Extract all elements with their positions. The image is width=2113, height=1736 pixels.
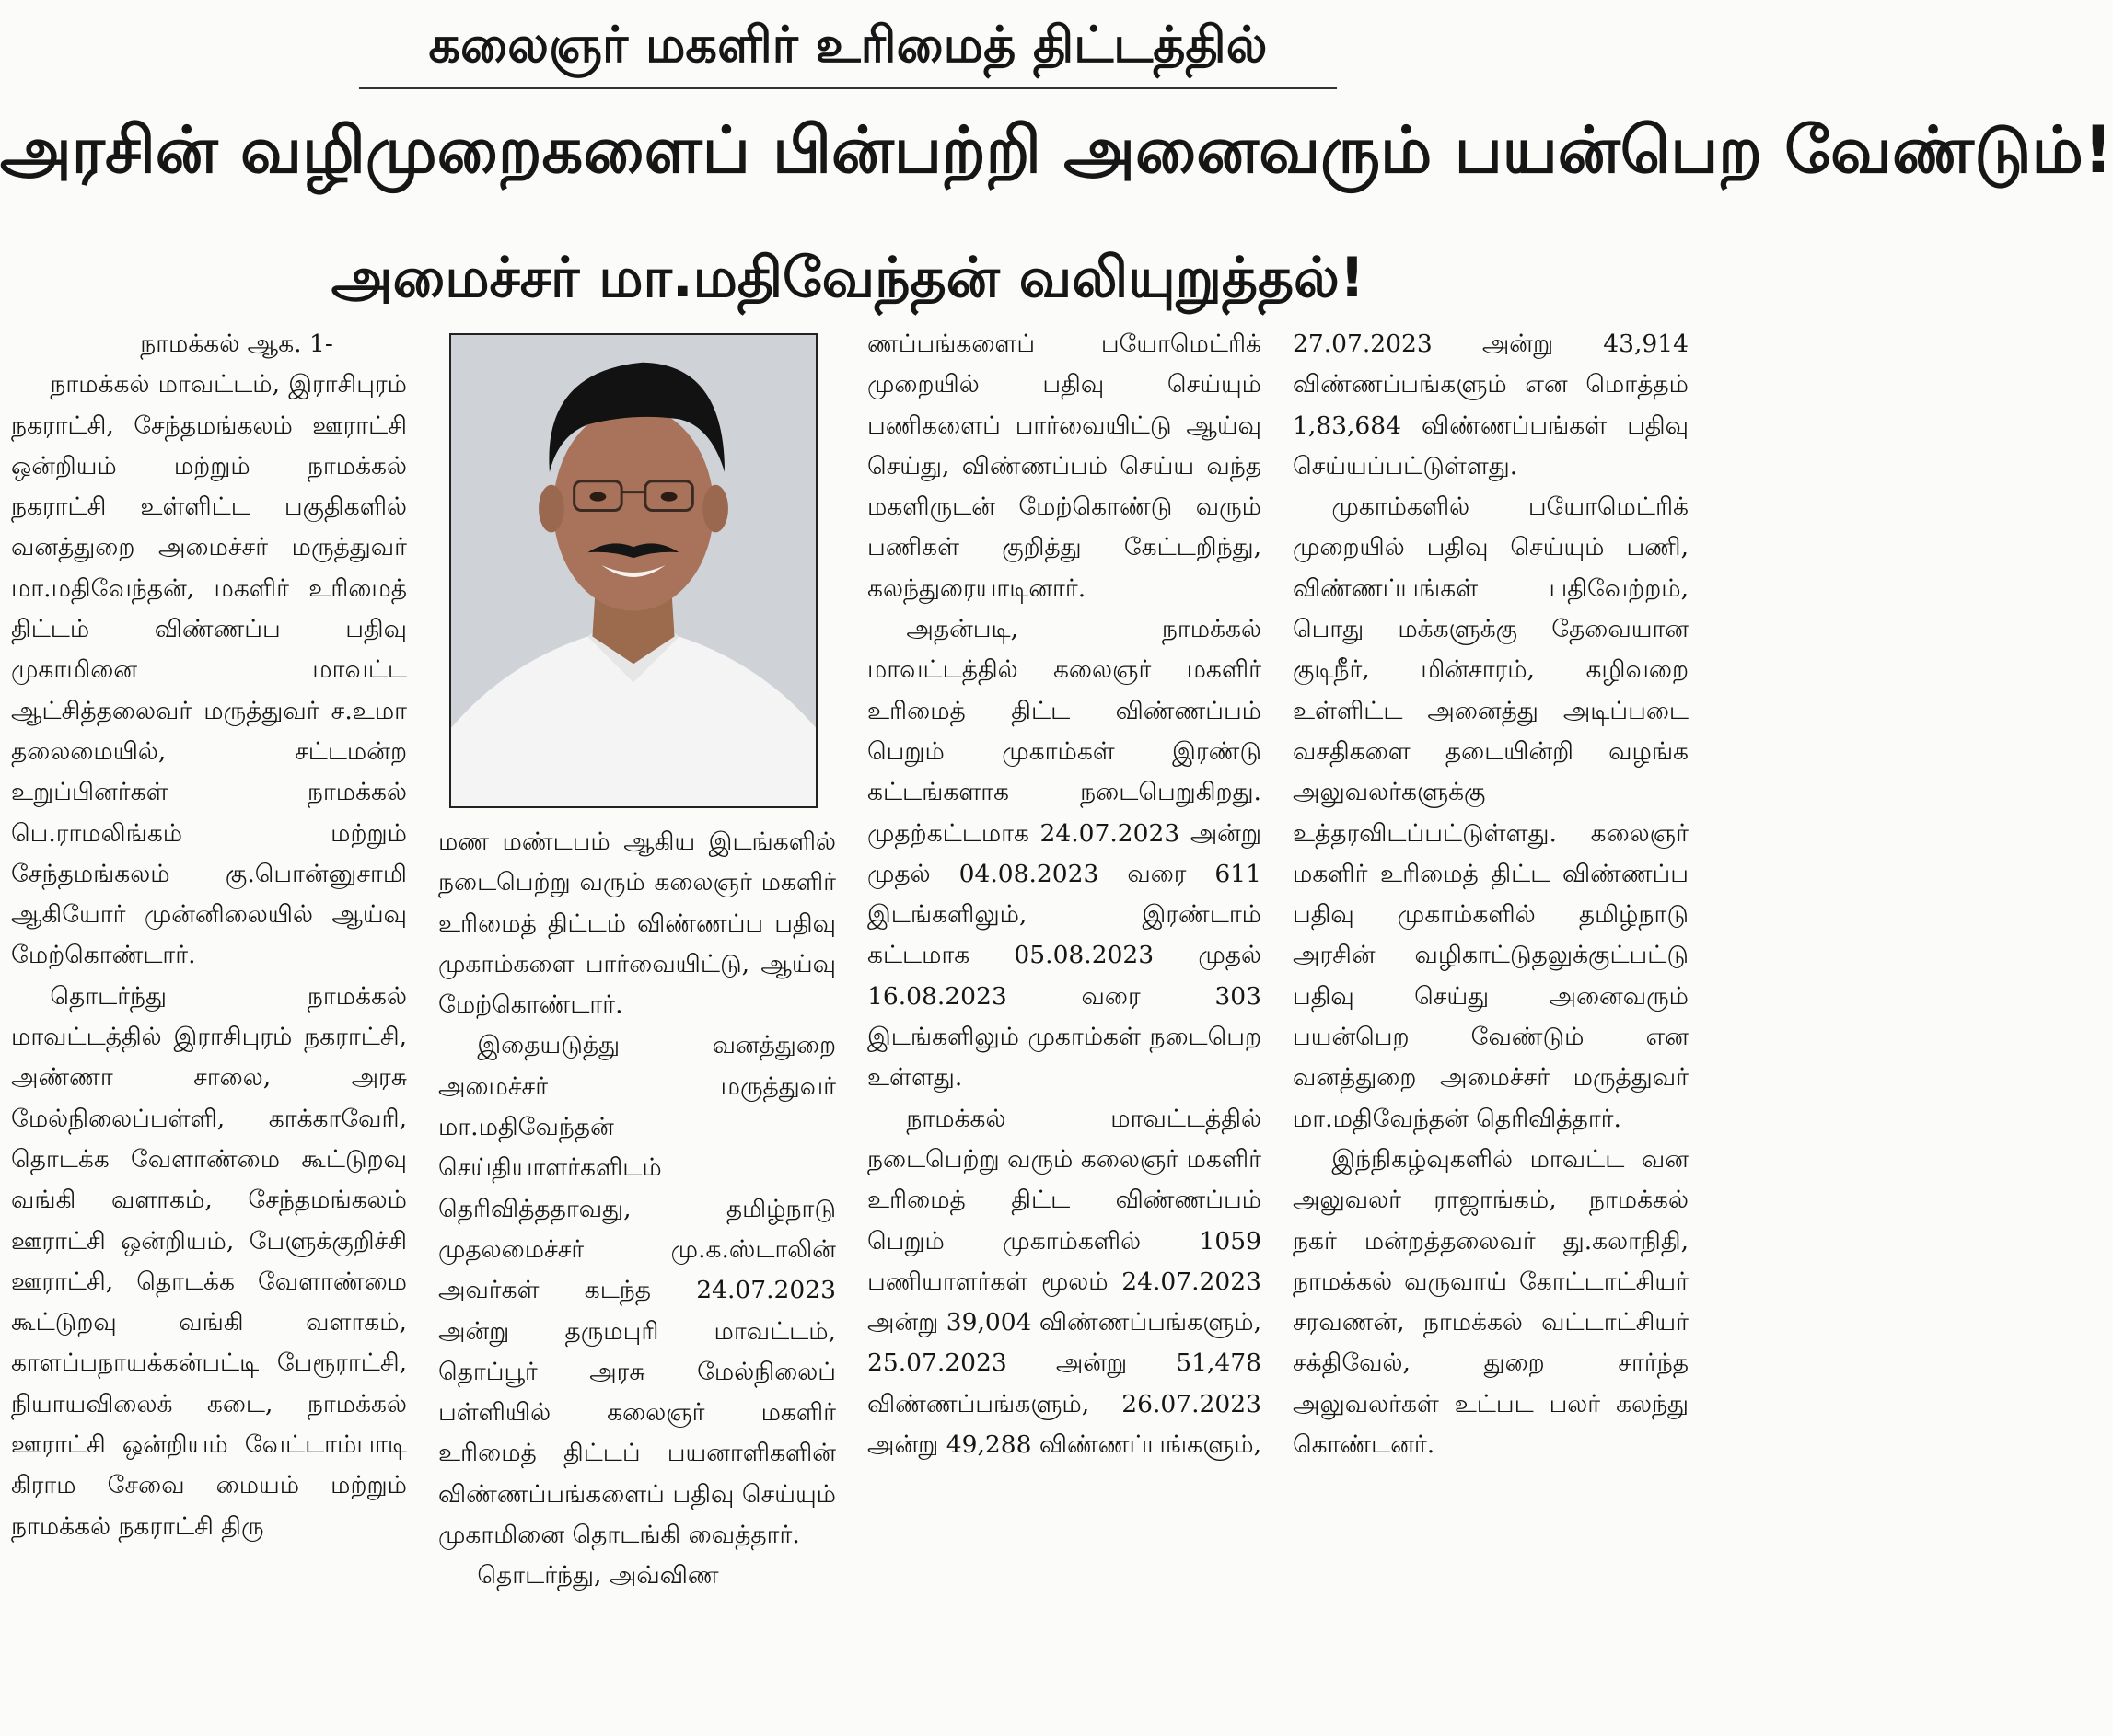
paragraph: தொடர்ந்து நாமக்கல் மாவட்டத்தில் இராசிபுரம் நகராட்சி, அண்ணா சாலை, அரசு மேல்நிலைப்பள்ளி, காக்காவேரி, தொடக்க வேளாண்மை கூட்டுறவு வங்கி வளாகம், சேந்தமங்கலம் ஊராட்சி ஒன்றியம், பேளுக்குறிச்சி ஊராட்சி, தொடக்க வேளாண்மை கூட்டுறவு வங்கி வளாகம், காளப்பநாயக்கன்பட்டி பேரூராட்சி, நியாயவிலைக் கடை, நாமக்கல் ஊராட்சி ஒன்றியம் வேட்டாம்பாடி கிராம சேவை மையம் மற்றும் நாமக்கல் நகராட்சி திரு (11, 981, 407, 1541)
kicker-underline (359, 87, 1337, 89)
paragraph: தொடர்ந்து, அவ்விண (477, 1561, 719, 1591)
portrait-illustration (451, 335, 816, 806)
paragraph: இதையடுத்து வனத்துறை அமைச்சர் மருத்துவர் மா.மதிவேந்தன் செய்தியாளர்களிடம் தெரிவித்ததாவது, தமிழ்நாடு முதலமைச்சர் மு.க.ஸ்டாலின் அவர்கள் கடந்த 24.07.2023 அன்று தருமபுரி மாவட்டம், தொப்பூர் அரசு மேல்நிலைப் பள்ளியில் கலைஞர் மகளிர் உரிமைத் திட்டப் பயனாளிகளின் விண்ணப்பங்களைப் பதிவு செய்யும் முகாமினை தொடங்கி வைத்தார். (438, 1031, 836, 1550)
kicker-title: கலைஞர் மகளிர் உரிமைத் திட்டத்தில் (428, 16, 1268, 74)
paragraph: மண மண்டபம் ஆகிய இடங்களில் நடைபெற்று வரும் கலைஞர் மகளிர் உரிமைத் திட்டம் விண்ணப்ப பதிவு முகாம்களை பார்வையிட்டு, ஆய்வு மேற்கொண்டார். (438, 827, 836, 1020)
paragraph: முகாம்களில் பயோமெட்ரிக் முறையில் பதிவு செய்யும் பணி, விண்ணப்பங்கள் பதிவேற்றம், பொது மக்களுக்கு தேவையான குடிநீர், மின்சாரம், கழிவறை உள்ளிட்ட அனைத்து அடிப்படை வசதிகளை தடையின்றி வழங்க அலுவலர்களுக்கு உத்தரவிடப்பட்டுள்ளது. கலைஞர் மகளிர் உரிமைத் திட்ட விண்ணப்ப பதிவு முகாம்களில் தமிழ்நாடு அரசின் வழிகாட்டுதலுக்குட்பட்டு பதிவு செய்து அனைவரும் பயன்பெற வேண்டும் என வனத்துறை அமைச்சர் மருத்துவர் மா.மதிவேந்தன் தெரிவித்தார். (1293, 492, 1689, 1133)
paragraph: இந்நிகழ்வுகளில் மாவட்ட வன அலுவலர் ராஜாங்கம், நாமக்கல் நகர் மன்றத்தலைவர் து.கலாநிதி, நாமக்கல் வருவாய் கோட்டாட்சியர் சரவணன், நாமக்கல் வட்டாட்சியர் சக்திவேல், துறை சார்ந்த அலுவலர்கள் உட்பட பலர் கலந்து கொண்டனர். (1293, 1144, 1689, 1460)
article-column-2 (438, 822, 836, 1732)
minister-portrait-photo (449, 333, 818, 808)
paragraph: அதன்படி, நாமக்கல் மாவட்டத்தில் கலைஞர் மகளிர் உரிமைத் திட்ட விண்ணப்பம் பெறும் முகாம்கள் இரண்டு கட்டங்களாக நடைபெறுகிறது. முதற்கட்டமாக 24.07.2023 அன்று முதல் 04.08.2023 வரை 611 இடங்களிலும், இரண்டாம் கட்டமாக 05.08.2023 முதல் 16.08.2023 வரை 303 இடங்களிலும் முகாம்கள் நடைபெற உள்ளது. (867, 615, 1261, 1093)
paragraph: நாமக்கல் மாவட்டத்தில் நடைபெற்று வரும் கலைஞர் மகளிர் உரிமைத் திட்ட விண்ணப்பம் பெறும் முகாம்களில் 1059 பணியாளர்கள் மூலம் 24.07.2023 அன்று 39,004 விண்ணப்பங்களும், 25.07.2023 அன்று 51,478 விண்ணப்பங்களும், 26.07.2023 அன்று 49,288 விண்ணப்பங்களும், (867, 1104, 1261, 1460)
paragraph: நாமக்கல் மாவட்டம், இராசிபுரம் நகராட்சி, சேந்தமங்கலம் ஊராட்சி ஒன்றியம் மற்றும் நாமக்கல் நகராட்சி உள்ளிட்ட பகுதிகளில் வனத்துறை அமைச்சர் மருத்துவர் மா.மதிவேந்தன், மகளிர் உரிமைத் திட்டம் விண்ணப்ப பதிவு முகாமினை மாவட்ட ஆட்சித்தலைவர் மருத்துவர் ச.உமா தலைமையில், சட்டமன்ற உறுப்பினர்கள் நாமக்கல் பெ.ராமலிங்கம் மற்றும் சேந்தமங்கலம் கு.பொன்னுசாமி ஆகியோர் முன்னிலையில் ஆய்வு மேற்கொண்டார். (11, 370, 407, 970)
article-column-3 (867, 324, 1261, 1732)
subheadline: அமைச்சர் மா.மதிவேந்தன் வலியுறுத்தல்! (331, 246, 1365, 310)
headline: அரசின் வழிமுறைகளைப் பின்பற்றி அனைவரும் பயன்பெற வேண்டும்! (0, 112, 2113, 188)
paragraph: ணப்பங்களைப் பயோமெட்ரிக் முறையில் பதிவு செய்யும் பணிகளைப் பார்வையிட்டு ஆய்வு செய்து, விண்ணப்பம் செய்ய வந்த மகளிருடன் மேற்கொண்டு வரும் பணிகள் குறித்து கேட்டறிந்து, கலந்துரையாடினார். (867, 330, 1261, 603)
article-column-4 (1293, 324, 1689, 1732)
article-column-1 (11, 324, 407, 1732)
paragraph: 27.07.2023 அன்று 43,914 விண்ணப்பங்களும் என மொத்தம் 1,83,684 விண்ணப்பங்கள் பதிவு செய்யப்பட்டுள்ளது. (1293, 330, 1689, 480)
dateline: நாமக்கல் ஆக. 1- (140, 330, 333, 358)
